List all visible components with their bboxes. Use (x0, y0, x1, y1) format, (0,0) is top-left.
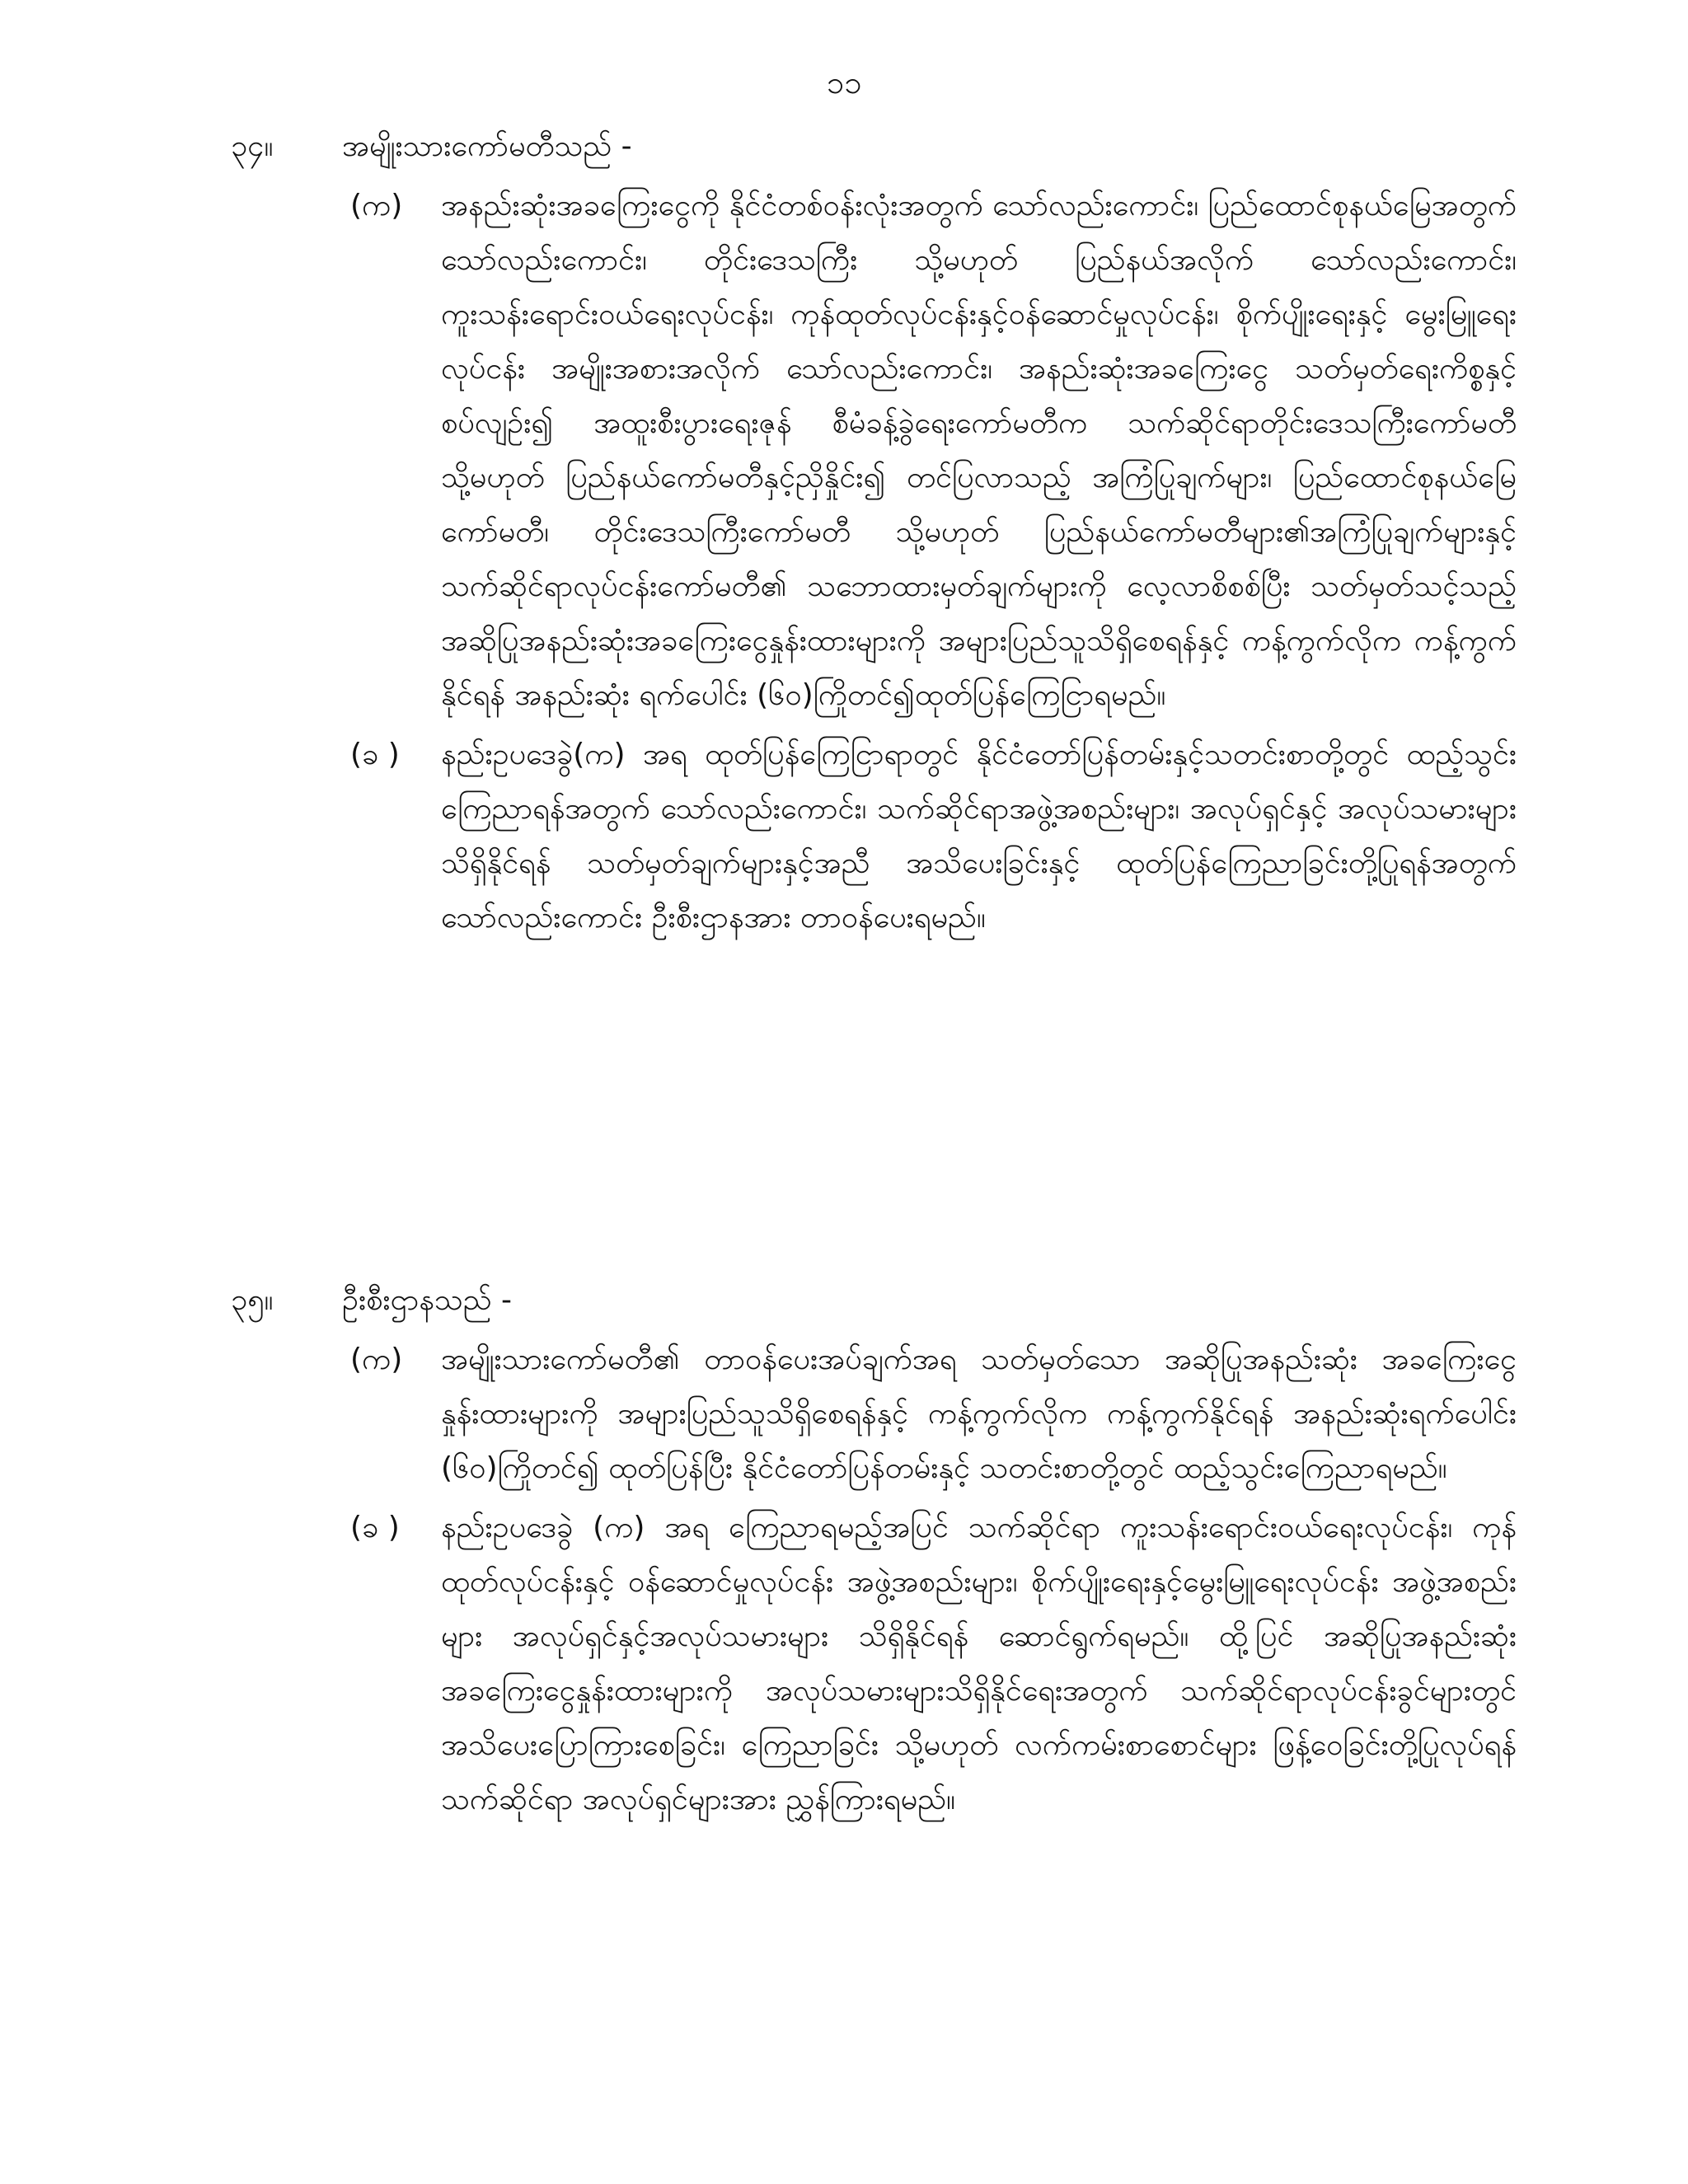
clause-kha (231, 1501, 1517, 1827)
section-title: အမျိုးသားကော်မတီသည် - (342, 129, 632, 163)
section-heading (231, 120, 1517, 174)
section-heading (231, 1273, 1517, 1328)
section-title: ဦးစီးဌာနသည် - (342, 1283, 512, 1317)
clause-text: အမျိုးသားကော်မတီ၏ တာဝန်ပေးအပ်ချက်အရ သတ်မှတ်သော အဆိုပြုအနည်းဆုံး အခကြေးငွေနှုန်းထားများကို အများပြည်သူသိရှိစေရန်နှင့် ကန့်ကွက်လိုက ကန့်ကွက်နိုင်ရန် အနည်းဆုံးရက်ပေါင်း (၆၀)ကြိုတင်၍ ထုတ်ပြန်ပြီး နိုင်ငံတော်ပြန်တမ်းနှင့် သတင်းစာတို့တွင် ထည့်သွင်းကြေညာရမည်။ (441, 1343, 1517, 1485)
clause-label: (က) (350, 189, 403, 223)
section-35 (231, 1273, 1517, 1827)
clause-kha (231, 728, 1517, 945)
clause-text: နည်းဥပဒေခွဲ(က) အရ ထုတ်ပြန်ကြေငြာရာတွင် နိုင်ငံတော်ပြန်တမ်းနှင့်သတင်းစာတို့တွင် ထည့်သွင်းကြေညာရန်အတွက် သော်လည်းကောင်း၊ သက်ဆိုင်ရာအဖွဲ့အစည်းများ၊ အလုပ်ရှင်နှင့် အလုပ်သမားများသိရှိနိုင်ရန် သတ်မှတ်ချက်များနှင့်အညီ အသိပေးခြင်းနှင့် ထုတ်ပြန်ကြေညာခြင်းတို့ပြုရန်အတွက် သော်လည်းကောင်း ဦးစီးဌာနအား တာဝန်ပေးရမည်။ (441, 738, 1517, 935)
section-number: ၃၅။ (231, 1283, 274, 1317)
clause-label: (ခ ) (350, 1511, 400, 1544)
clause-text: အနည်းဆုံးအခကြေးငွေကို နိုင်ငံတစ်ဝန်းလုံးအတွက် သော်လည်းကောင်း၊ ပြည်ထောင်စုနယ်မြေအတွက် သော်လည်းကောင်း၊ တိုင်းဒေသကြီး သို့မဟုတ် ပြည်နယ်အလိုက် သော်လည်းကောင်း၊ ကူးသန်းရောင်းဝယ်ရေးလုပ်ငန်း၊ ကုန်ထုတ်လုပ်ငန်းနှင့်ဝန်ဆောင်မှုလုပ်ငန်း၊ စိုက်ပျိုးရေးနှင့် မွေးမြူရေးလုပ်ငန်း အမျိုးအစားအလိုက် သော်လည်းကောင်း၊ အနည်းဆုံးအခကြေးငွေ သတ်မှတ်ရေးကိစ္စနှင့်စပ်လျဉ်း၍ အထူးစီးပွားရေးဇုန် စီမံခန့်ခွဲရေးကော်မတီက သက်ဆိုင်ရာတိုင်းဒေသကြီးကော်မတီ သို့မဟုတ် ပြည်နယ်ကော်မတီနှင့်ညှိနှိုင်း၍ တင်ပြလာသည့် အကြံပြုချက်များ၊ ပြည်ထောင်စုနယ်မြေကော်မတီ၊ တိုင်းဒေသကြီးကော်မတီ သို့မဟုတ် ပြည်နယ်ကော်မတီများ၏အကြံပြုချက်များနှင့် သက်ဆိုင်ရာလုပ်ငန်းကော်မတီ၏ သဘောထားမှတ်ချက်များကို လေ့လာစိစစ်ပြီး သတ်မှတ်သင့်သည့် အဆိုပြုအနည်းဆုံးအခကြေးငွေနှုန်းထားများကို အများပြည်သူသိရှိစေရန်နှင့် ကန့်ကွက်လိုက ကန့်ကွက်နိုင်ရန် အနည်းဆုံး ရက်ပေါင်း (၆၀)ကြိုတင်၍ထုတ်ပြန်ကြေငြာရမည်။ (441, 189, 1517, 712)
clause-label: (က) (350, 1343, 403, 1376)
clause-text: နည်းဥပဒေခွဲ (က) အရ ကြေညာရမည့်အပြင် သက်ဆိုင်ရာ ကူးသန်းရောင်းဝယ်ရေးလုပ်ငန်း၊ ကုန်ထုတ်လုပ်ငန်းနှင့် ဝန်ဆောင်မှုလုပ်ငန်း အဖွဲ့အစည်းများ၊ စိုက်ပျိုးရေးနှင့်မွေးမြူရေးလုပ်ငန်း အဖွဲ့အစည်းများ အလုပ်ရှင်နှင့်အလုပ်သမားများ သိရှိနိုင်ရန် ဆောင်ရွက်ရမည်။ ထို့ပြင် အဆိုပြုအနည်းဆုံးအခကြေးငွေနှုန်းထားများကို အလုပ်သမားများသိရှိနိုင်ရေးအတွက် သက်ဆိုင်ရာလုပ်ငန်းခွင်များတွင် အသိပေးပြောကြားစေခြင်း၊ ကြေညာခြင်း သို့မဟုတ် လက်ကမ်းစာစောင်များ ဖြန့်ဝေခြင်းတို့ပြုလုပ်ရန် သက်ဆိုင်ရာ အလုပ်ရှင်များအား ညွှန်ကြားရမည်။ (441, 1511, 1517, 1816)
section-34 (231, 120, 1517, 945)
clause-ka (231, 179, 1517, 723)
clause-ka (231, 1333, 1517, 1496)
page-number: ၁၁ (826, 64, 862, 101)
section-number: ၃၄။ (231, 129, 274, 163)
clause-label: (ခ ) (350, 738, 400, 771)
